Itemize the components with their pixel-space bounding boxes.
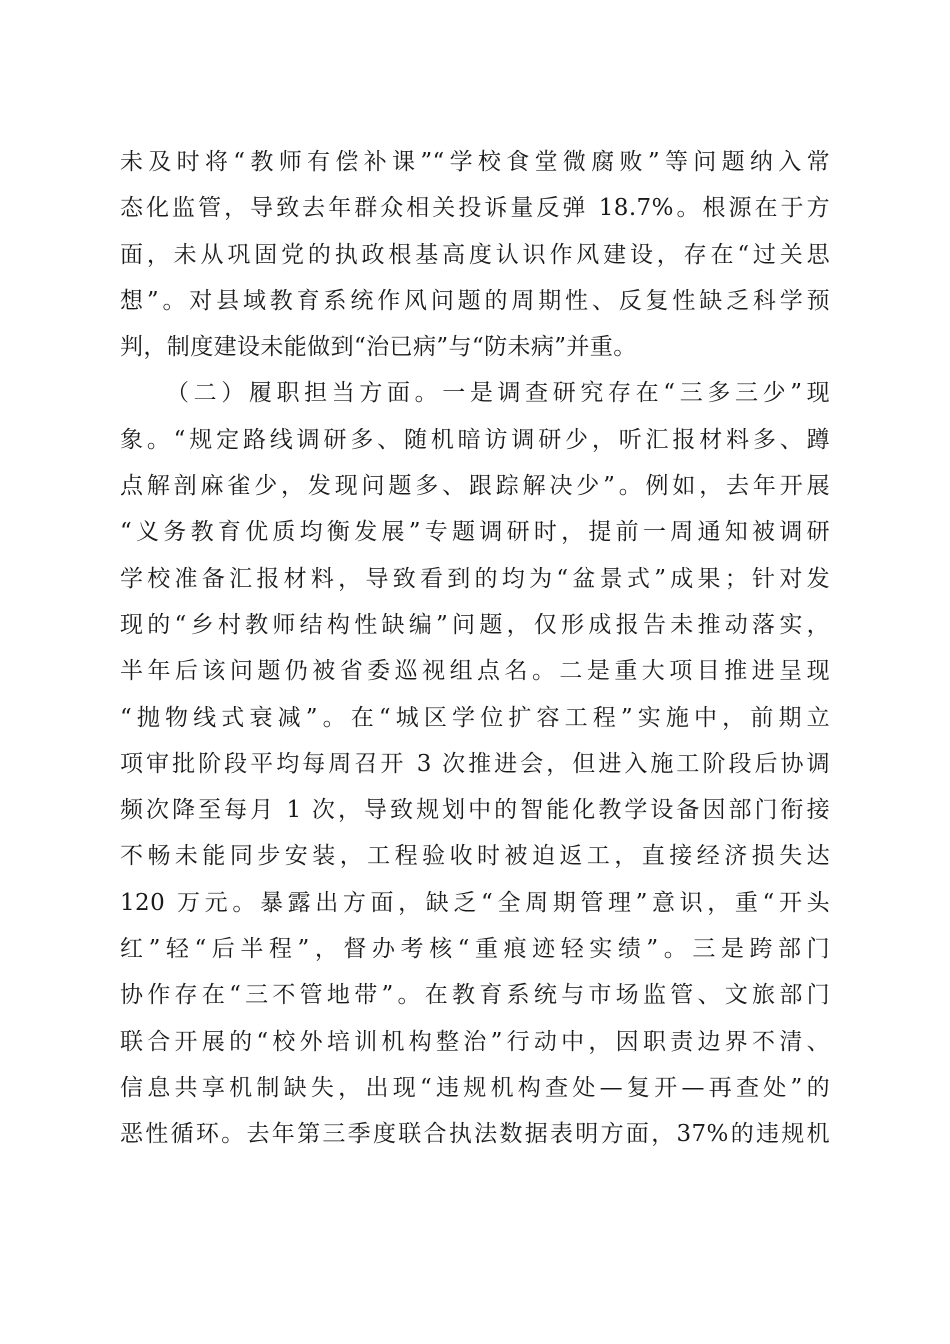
text-line: 联合开展的“校外培训机构整治”行动中，因职责边界不清、 xyxy=(120,1028,830,1055)
text-line: 面，未从巩固党的执政根基高度认识作风建设，存在“过关思 xyxy=(120,241,830,268)
text-line: 项审批阶段平均每周召开 3 次推进会，但进入施工阶段后协调 xyxy=(120,750,830,777)
text-line: 想”。对县域教育系统作风问题的周期性、反复性缺乏科学预 xyxy=(120,287,830,314)
text-line: 不畅未能同步安装，工程验收时被迫返工，直接经济损失达 xyxy=(120,843,830,870)
text-line: 频次降至每月 1 次，导致规划中的智能化教学设备因部门衔接 xyxy=(120,797,830,824)
text-line: 协作存在“三不管地带”。在教育系统与市场监管、文旅部门 xyxy=(120,982,830,1009)
section-heading-line: （二）履职担当方面。一是调查研究存在“三多三少”现 xyxy=(166,380,830,407)
text-line: 红”轻“后半程”，督办考核“重痕迹轻实绩”。三是跨部门 xyxy=(120,936,830,963)
text-line: 半年后该问题仍被省委巡视组点名。二是重大项目推进呈现 xyxy=(120,658,830,685)
text-line: “抛物线式衰减”。在“城区学位扩容工程”实施中，前期立 xyxy=(120,704,830,731)
text-line: 点解剖麻雀少，发现问题多、跟踪解决少”。例如，去年开展 xyxy=(120,473,830,500)
text-line: 恶性循环。去年第三季度联合执法数据表明方面，37%的违规机 xyxy=(120,1121,830,1148)
text-line: 信息共享机制缺失，出现“违规机构查处—复开—再查处”的 xyxy=(120,1074,830,1101)
text-line: 学校准备汇报材料，导致看到的均为“盆景式”成果；针对发 xyxy=(120,565,830,592)
text-line: 态化监管，导致去年群众相关投诉量反弹 18.7%。根源在于方 xyxy=(120,195,830,222)
text-line: 现的“乡村教师结构性缺编”问题，仅形成报告未推动落实， xyxy=(120,611,830,638)
text-line: 120 万元。暴露出方面，缺乏“全周期管理”意识，重“开头 xyxy=(120,889,830,916)
text-line: 判，制度建设未能做到“治已病”与“防未病”并重。 xyxy=(120,334,637,361)
body-text xyxy=(120,139,830,1158)
text-line: 未及时将“教师有偿补课”“学校食堂微腐败”等问题纳入常 xyxy=(120,149,830,175)
text-line: “义务教育优质均衡发展”专题调研时，提前一周通知被调研 xyxy=(120,519,830,546)
text-line: 象。“规定路线调研多、随机暗访调研少，听汇报材料多、蹲 xyxy=(120,426,830,453)
